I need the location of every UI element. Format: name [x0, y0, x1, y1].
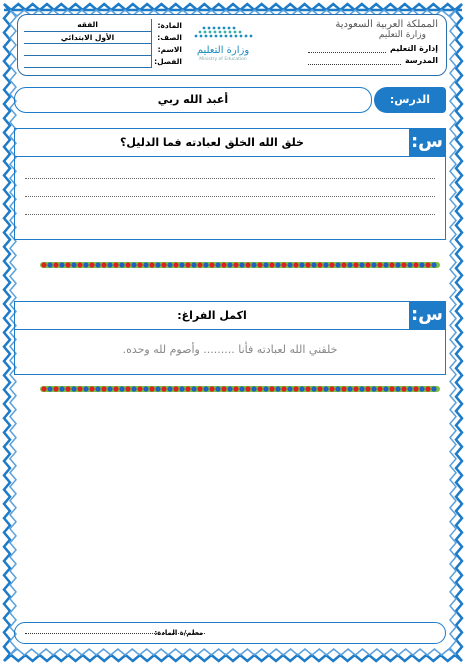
subject-label: المادة:	[157, 20, 182, 30]
ministry-calligraphy: وزارة التعليم	[378, 30, 426, 40]
class-label: الفصل:	[154, 56, 182, 66]
grade-label: الصف:	[157, 32, 182, 42]
school-blank[interactable]	[308, 56, 401, 65]
ministry-name-en: Ministry of Education	[199, 57, 247, 62]
question-1-badge: س:	[409, 129, 445, 156]
grade-value[interactable]: الأول الابتدائي	[24, 31, 152, 43]
teacher-label: معلم/ة المادة:	[154, 629, 203, 637]
edu-admin-blank[interactable]	[308, 44, 386, 53]
bead-divider	[40, 385, 440, 393]
teacher-signature-blank[interactable]	[25, 633, 205, 634]
ministry-logo	[168, 21, 278, 71]
lesson-row	[14, 87, 446, 113]
subject-value[interactable]: الفقه	[24, 19, 152, 31]
bead-divider	[40, 261, 440, 269]
info-row	[24, 19, 184, 31]
teacher-footer	[14, 622, 446, 644]
info-row	[24, 55, 184, 67]
answer-area[interactable]	[15, 157, 445, 215]
worksheet-header	[17, 14, 447, 76]
name-value[interactable]	[24, 43, 152, 55]
info-row	[24, 31, 184, 43]
edu-admin-label: إدارة التعليم	[389, 44, 438, 53]
student-info-table	[24, 19, 184, 68]
name-label: الاسم:	[157, 44, 182, 54]
question-2-header	[15, 302, 445, 330]
answer-line[interactable]	[25, 179, 435, 197]
question-2-badge: س:	[409, 302, 445, 329]
question-2	[14, 301, 446, 375]
ministry-name: وزارة التعليم	[196, 45, 250, 56]
answer-line[interactable]	[25, 161, 435, 179]
answer-line[interactable]	[25, 197, 435, 215]
question-2-text: اكمل الفراغ:	[177, 309, 247, 322]
question-1	[14, 128, 446, 240]
question-1-text: خلق الله الخلق لعبادته فما الدليل؟	[120, 136, 304, 149]
lesson-label: الدرس:	[374, 87, 446, 113]
kingdom-block	[308, 19, 438, 73]
class-value[interactable]	[24, 55, 152, 67]
fill-in-sentence[interactable]: خلقني الله لعبادته فأنا ......... وأصوم لله وحده.	[122, 343, 338, 356]
kingdom-name: المملكة العربية السعودية	[335, 19, 438, 30]
ministry-logo-icon	[193, 25, 253, 39]
lesson-title: أعبد الله ربي	[14, 87, 372, 113]
info-row	[24, 43, 184, 55]
question-1-header	[15, 129, 445, 157]
school-label: المدرسة	[404, 56, 438, 65]
edu-admin-field	[308, 44, 438, 53]
school-field	[308, 56, 438, 65]
